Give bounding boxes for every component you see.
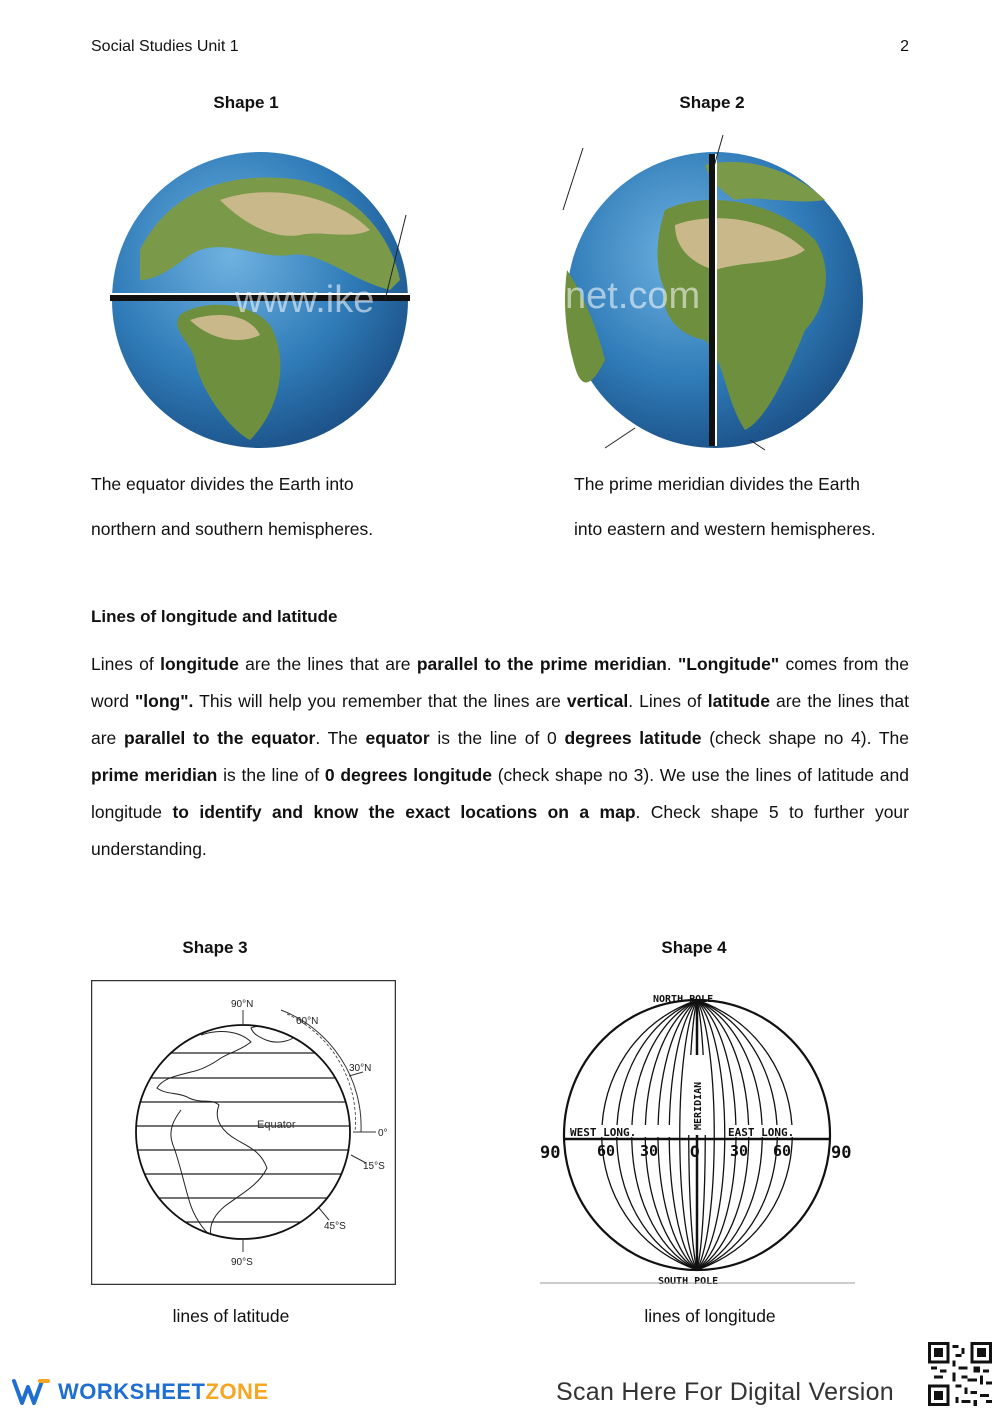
label-90n: 90°N <box>231 999 254 1010</box>
text-run-bold: latitude <box>707 691 770 711</box>
body-paragraph <box>91 646 909 868</box>
shape4-caption: lines of longitude <box>644 1306 776 1326</box>
label-south-pole: SOUTH POLE <box>658 1276 719 1285</box>
label-w60: 60 <box>597 1142 616 1160</box>
label-30n: 30°N <box>349 1063 372 1074</box>
header-title: Social Studies Unit 1 <box>91 38 239 55</box>
qr-code-icon[interactable] <box>928 1342 992 1406</box>
text-run: (check shape no 4). The <box>701 728 909 748</box>
label-north-pole: NORTH POLE <box>653 994 714 1005</box>
label-e60: 60 <box>773 1142 792 1160</box>
label-equator: Equator <box>257 1119 296 1131</box>
shape2-watermark: net.com <box>565 275 701 317</box>
shape4-title: Shape 4 <box>661 938 727 957</box>
label-45s: 45°S <box>324 1221 346 1232</box>
text-run: are the lines that are <box>91 691 909 748</box>
shape4-longitude-diagram <box>540 985 855 1285</box>
shape2-title: Shape 2 <box>679 93 745 112</box>
logo-w-icon <box>12 1377 52 1407</box>
text-run-bold: "long". <box>135 691 194 711</box>
shape1-watermark: www.ike <box>235 279 375 321</box>
label-e30: 30 <box>730 1142 749 1160</box>
label-east-long: EAST LONG. <box>728 1126 795 1139</box>
text-run-bold: to identify and know the exact locations on a map <box>172 802 636 822</box>
text-run: . Lines of <box>628 691 708 711</box>
shape2-globe-image <box>555 130 875 460</box>
shape1-title: Shape 1 <box>213 93 279 112</box>
label-e90: 90 <box>831 1143 852 1163</box>
shape2-caption-line2: into eastern and western hemispheres. <box>574 519 876 539</box>
label-meridian: MERIDIAN <box>693 1081 704 1130</box>
shape2-caption <box>574 462 934 552</box>
text-run: (check shape no 3). We use the lines of latitude and longitude <box>91 765 909 822</box>
text-run: are the lines that are <box>238 654 417 674</box>
text-run: Lines of <box>91 654 161 674</box>
label-90s: 90°S <box>231 1257 253 1268</box>
text-run-bold: parallel to the equator <box>124 728 316 748</box>
shape1-caption-line2: northern and southern hemispheres. <box>91 519 374 539</box>
text-run-bold: longitude <box>160 654 239 674</box>
text-run: comes from the word <box>91 654 909 711</box>
page-number: 2 <box>900 38 909 55</box>
text-run: . The <box>315 728 366 748</box>
text-run-bold: degrees latitude <box>564 728 702 748</box>
logo-text-zone: ZONE <box>205 1379 269 1404</box>
shape1-caption <box>91 462 451 552</box>
text-run-bold: "Longitude" <box>677 654 780 674</box>
text-run: This will help you remember that the lines are <box>193 691 567 711</box>
text-run-bold: 0 degrees longitude <box>324 765 492 785</box>
logo-text <box>58 1379 269 1405</box>
text-run: is the line of 0 <box>429 728 565 748</box>
text-run: is the line of <box>217 765 325 785</box>
text-run-bold: parallel to the prime meridian <box>416 654 667 674</box>
label-60n: 60°N <box>296 1016 319 1027</box>
shape3-caption: lines of latitude <box>172 1306 290 1326</box>
shape3-title: Shape 3 <box>182 938 248 957</box>
label-w30: 30 <box>640 1142 659 1160</box>
label-0: 0° <box>378 1128 388 1139</box>
worksheetzone-logo[interactable] <box>12 1372 269 1412</box>
label-west-long: WEST LONG. <box>570 1126 637 1139</box>
shape1-caption-line1: The equator divides the Earth into <box>91 474 354 494</box>
text-run: . Check shape 5 to further your understanding. <box>91 802 909 859</box>
label-zero: O <box>690 1142 700 1161</box>
scan-text: Scan Here For Digital Version <box>556 1378 895 1406</box>
section-heading: Lines of longitude and latitude <box>91 607 338 626</box>
label-15s: 15°S <box>363 1161 385 1172</box>
text-run-bold: prime meridian <box>91 765 218 785</box>
text-run-bold: equator <box>365 728 430 748</box>
text-run: . <box>666 654 678 674</box>
shape3-latitude-diagram <box>91 980 396 1285</box>
logo-text-worksheet: WORKSHEET <box>58 1379 206 1404</box>
text-run-bold: vertical <box>566 691 629 711</box>
shape1-globe-image <box>100 140 420 460</box>
shape2-caption-line1: The prime meridian divides the Earth <box>574 474 860 494</box>
label-w90: 90 <box>540 1143 561 1163</box>
